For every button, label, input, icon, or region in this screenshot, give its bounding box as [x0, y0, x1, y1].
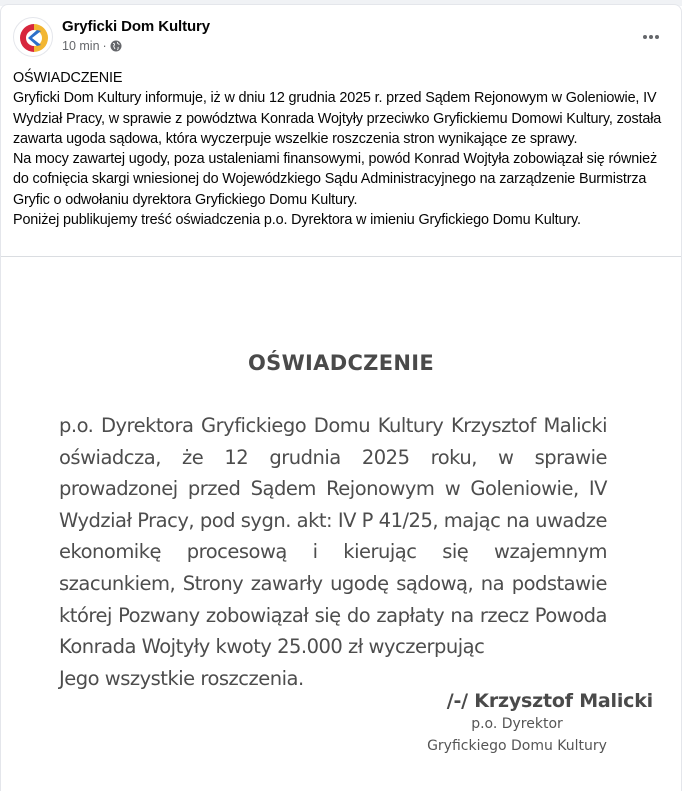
document-body-text: p.o. Dyrektora Gryfickiego Domu Kultury Krzysztof Malicki oświadcza, że 12 grudnia 2025 roku, w sprawie prowadzonej przed Sądem Rejonowym w Goleniowie, IV Wydział Pracy, pod sygn. akt: IV P 41/25, mając na uwadze ekonomikę procesową i kierując się wzajemnym szacunkiem, Strony zawarły ugodę sądową, na podstawie której Pozwany zobowiązał się do zapłaty na rzecz Powoda Konrada Wojtyły kwoty 25.000 zł wyczerpując: [59, 414, 607, 659]
post-paragraph: Na mocy zawartej ugody, poza ustaleniami finansowymi, powód Konrad Wojtyła zobowiązał się również do cofnięcia skargi wniesionej do Wojewódzkiego Sądu Administracyjnego na zarządzenie Burmistrza Gryfic o odwołaniu dyrektora Gryfickiego Domu Kultury.: [13, 151, 658, 208]
signature-organization: Gryfickiego Domu Kultury: [427, 738, 607, 754]
gdk-logo-icon: [14, 18, 53, 57]
post-image[interactable]: [1, 257, 681, 791]
post-message: [13, 68, 673, 230]
post-card: [0, 4, 682, 791]
globe-icon: [110, 40, 122, 52]
document-signature: [381, 690, 653, 756]
post-timestamp[interactable]: 10 min: [62, 39, 100, 53]
meta-separator: ·: [102, 39, 107, 53]
post-paragraph: Poniżej publikujemy treść oświadczenia p.o. Dyrektora w imieniu Gryfickiego Domu Kultury.: [13, 212, 581, 229]
post-paragraph: Gryficki Dom Kultury informuje, iż w dniu 12 grudnia 2025 r. przed Sądem Rejonowym w Goleniowie, IV Wydział Pracy, w sprawie z powództwa Konrada Wojtyły przeciwko Gryfickiemu Domowi Kultury, została zawarta ugoda sądowa, która wyczerpuje wszelkie roszczenia stron wynikające ze sprawy.: [13, 90, 662, 147]
post-header: [13, 17, 673, 61]
document-body-last-line: Jego wszystkie roszczenia.: [59, 666, 304, 690]
signature-name: /-/ Krzysztof Malicki: [446, 690, 653, 712]
more-options-button[interactable]: [639, 29, 663, 45]
ellipsis-icon: [643, 35, 647, 39]
signature-role: p.o. Dyrektor: [471, 716, 563, 732]
post-meta: [62, 39, 122, 53]
document-body: [59, 410, 607, 694]
page-avatar[interactable]: [13, 17, 53, 57]
post-paragraph: OŚWIADCZENIE: [13, 70, 123, 86]
post-author[interactable]: Gryficki Dom Kultury: [62, 18, 211, 35]
document-title: OŚWIADCZENIE: [248, 351, 434, 375]
